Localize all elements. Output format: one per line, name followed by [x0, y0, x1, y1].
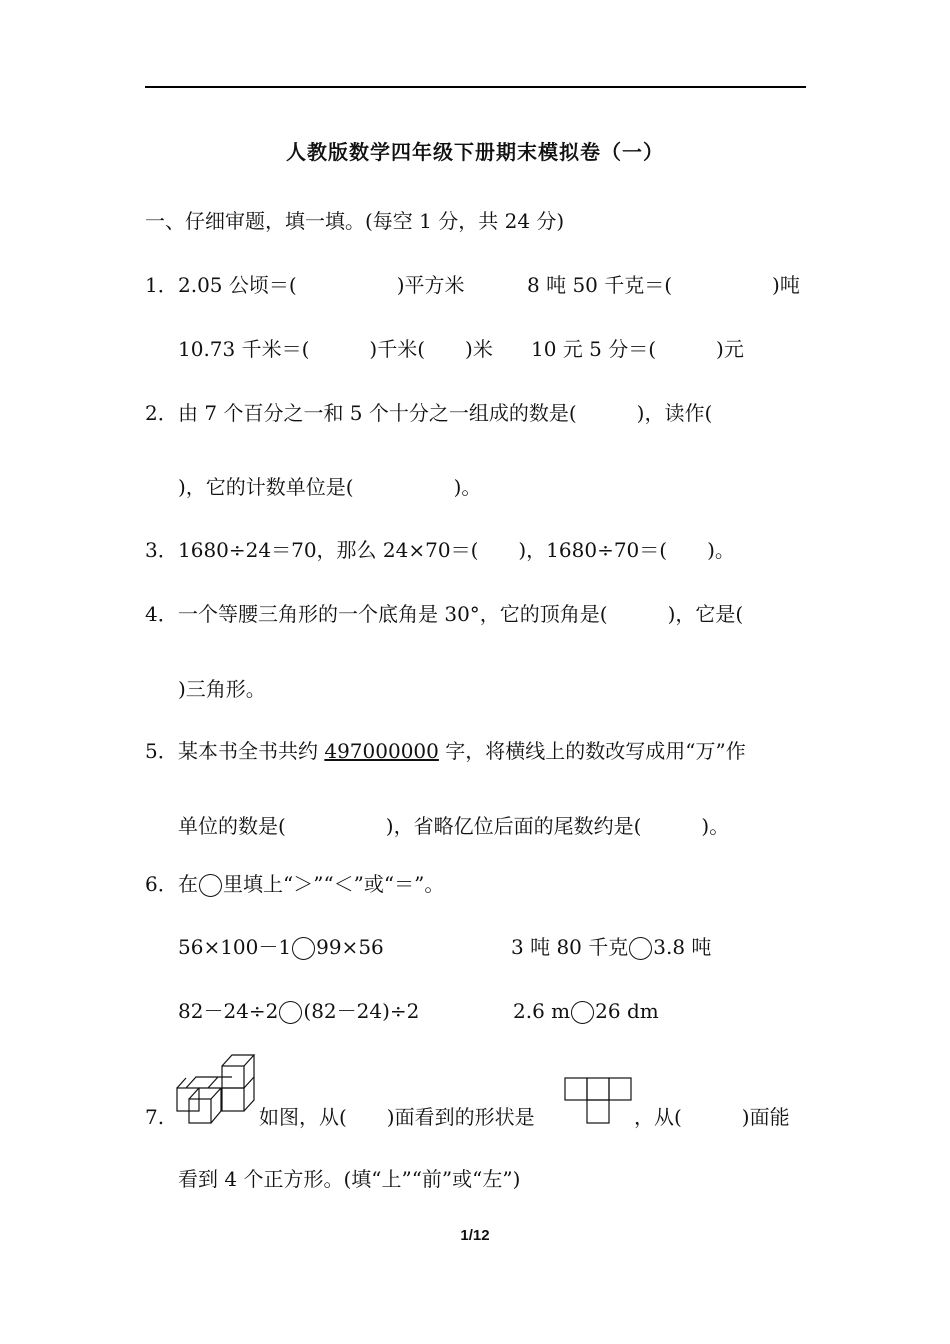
q5-text-pre: 某本书全书共约 — [178, 739, 325, 763]
q6-item-2-right: 3.8 吨 — [653, 935, 712, 959]
q7-text-part2: ，从( )面能 — [634, 1105, 790, 1129]
q3-text: 1680÷24＝70，那么 24×70＝( )，1680÷70＝( )。 — [178, 538, 735, 562]
q5-underlined-number: 497000000 — [324, 739, 439, 763]
q1-weight-conversion: 8 吨 50 千克＝( )吨 — [527, 273, 800, 297]
q1-money-conversion: 10 元 5 分＝( )元 — [531, 337, 744, 361]
q4-text-line2: )三角形。 — [178, 677, 266, 701]
cube-stack-figure — [176, 1052, 258, 1126]
q2-text-line1: 由 7 个百分之一和 5 个十分之一组成的数是( )，读作( — [178, 401, 713, 425]
compare-circle-3[interactable] — [279, 1001, 302, 1024]
q5-text-line2: 单位的数是( )，省略亿位后面的尾数约是( )。 — [178, 814, 730, 838]
q6-item-1-left: 56×100－1 — [178, 935, 292, 959]
page-number — [0, 1227, 950, 1244]
q6-item-3-left: 82－24÷2 — [178, 999, 279, 1023]
q6-item-1-right: 99×56 — [316, 935, 384, 959]
compare-circle-1[interactable] — [292, 937, 315, 960]
compare-circle-2[interactable] — [629, 937, 652, 960]
q3-number: 3． — [145, 538, 178, 562]
q5-text-post: 字，将横线上的数改写成用“万”作 — [438, 739, 746, 763]
q6-comparison-1 — [178, 934, 384, 960]
q4-number: 4． — [145, 602, 178, 626]
q5-text-line1 — [178, 738, 746, 764]
section-heading: 一、仔细审题，填一填。(每空 1 分，共 24 分) — [145, 209, 565, 233]
page-total: 12 — [472, 1227, 490, 1244]
q7-text-part1: 如图，从( )面看到的形状是 — [259, 1105, 535, 1129]
q1-number: 1． — [145, 273, 178, 297]
q2-number: 2． — [145, 401, 178, 425]
q7-text-line2: 看到 4 个正方形。(填“上”“前”或“左”) — [178, 1167, 521, 1191]
q1-area-conversion: 2.05 公顷＝( )平方米 — [178, 273, 465, 297]
circle-icon — [199, 874, 222, 897]
compare-circle-4[interactable] — [571, 1001, 594, 1024]
page-current: 1 — [460, 1227, 469, 1244]
q6-item-2-left: 3 吨 80 千克 — [511, 935, 629, 959]
q1-length-conversion: 10.73 千米＝( )千米( )米 — [178, 337, 493, 361]
q2-text-line2: )，它的计数单位是( )。 — [178, 475, 482, 499]
q6-item-4-right: 26 dm — [595, 999, 659, 1023]
q6-instruction-pre: 在 — [178, 872, 198, 896]
page-separator: / — [468, 1227, 473, 1244]
header-rule — [145, 86, 806, 88]
q4-text-line1: 一个等腰三角形的一个底角是 30°，它的顶角是( )，它是( — [178, 602, 744, 626]
q6-comparison-2 — [511, 934, 711, 960]
q6-comparison-3 — [178, 998, 419, 1024]
q6-instruction — [178, 871, 444, 897]
q6-item-3-right: (82－24)÷2 — [303, 999, 420, 1023]
view-shape-figure — [564, 1077, 634, 1126]
q6-number: 6． — [145, 872, 178, 896]
page-title: 人教版数学四年级下册期末模拟卷（一） — [286, 140, 664, 164]
q6-instruction-post: 里填上“＞”“＜”或“＝”。 — [223, 872, 445, 896]
q6-comparison-4 — [513, 998, 659, 1024]
q7-number: 7. — [145, 1105, 165, 1129]
q5-number: 5． — [145, 739, 178, 763]
q6-item-4-left: 2.6 m — [513, 999, 571, 1023]
